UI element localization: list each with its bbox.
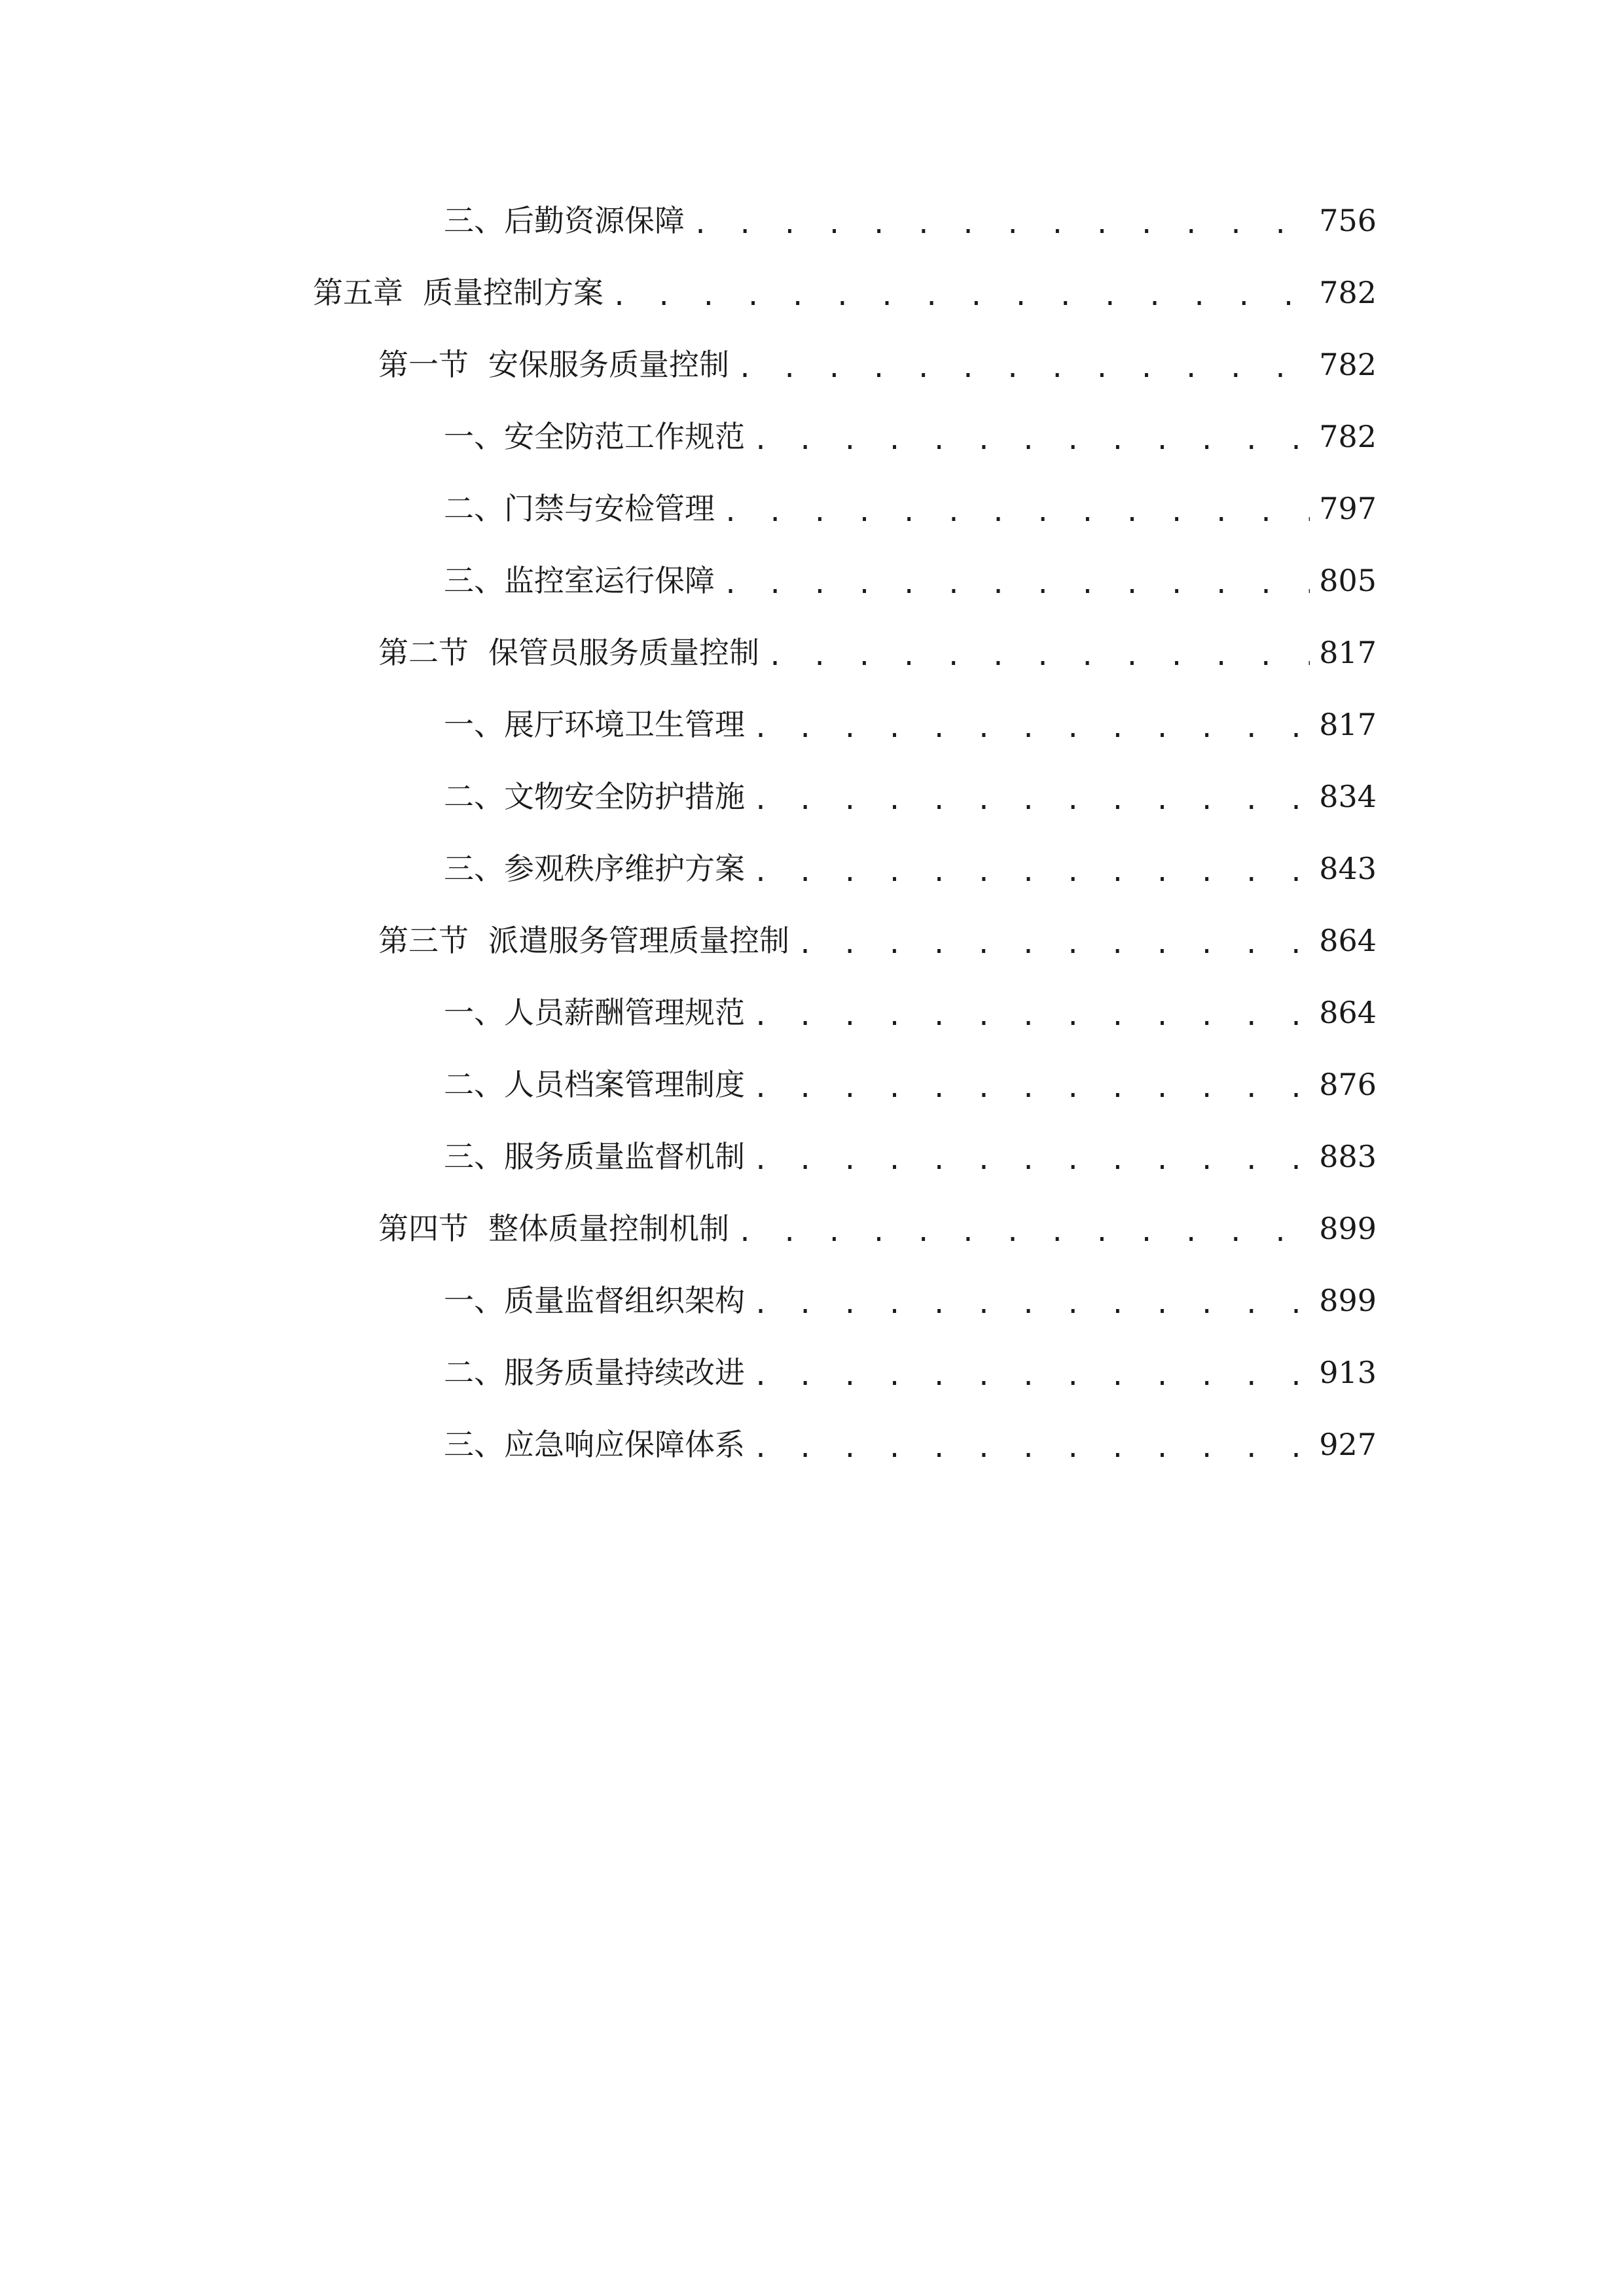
toc-entry-page: 883 [1319,1139,1377,1174]
toc-entry-title: 人员薪酬管理规范 [504,995,745,1030]
dot-leader [767,643,1310,670]
toc-entry[interactable] [0,833,1624,905]
toc-entry-title: 安保服务质量控制 [488,347,729,382]
dot-leader [753,427,1310,454]
toc-entry-number: 一、 [444,1283,504,1318]
toc-entry-number: 三、 [444,563,504,598]
dot-leader [753,1363,1310,1390]
toc-entry-number: 三、 [444,1427,504,1462]
toc-entry-page: 797 [1319,491,1377,526]
toc-entry-title: 监控室运行保障 [504,563,715,598]
toc-entry-number: 二、 [444,491,504,526]
dot-leader [753,1075,1310,1102]
toc-entry-title: 派遣服务管理质量控制 [488,923,789,958]
toc-entry[interactable] [0,1336,1624,1408]
toc-entry-page: 876 [1319,1067,1377,1102]
toc-entry-page: 782 [1319,419,1377,454]
dot-leader [753,787,1310,814]
toc-entry-title: 人员档案管理制度 [504,1067,745,1102]
dot-leader [611,283,1310,310]
toc-entry[interactable] [0,1193,1624,1265]
toc-entry[interactable] [0,689,1624,761]
toc-entry-title: 门禁与安检管理 [504,491,715,526]
toc-entry[interactable] [0,329,1624,401]
dot-leader [753,1003,1310,1030]
toc-entry-title: 保管员服务质量控制 [488,635,759,670]
dot-leader [737,1219,1310,1246]
dot-leader [753,1147,1310,1174]
toc-entry-page: 864 [1319,995,1377,1030]
toc-entry[interactable] [0,257,1624,329]
toc-entry-title: 质量监督组织架构 [504,1283,745,1318]
toc-entry-page: 843 [1319,851,1377,886]
toc-entry[interactable] [0,1408,1624,1480]
toc-entry-title: 安全防范工作规范 [504,419,745,454]
toc-entry-number: 一、 [444,707,504,742]
dot-leader [753,715,1310,742]
toc-entry-number: 第三节 [378,923,469,958]
toc-entry-number: 一、 [444,995,504,1030]
toc-entry-page: 864 [1319,923,1377,958]
toc-entry[interactable] [0,473,1624,545]
toc-entry-title: 服务质量持续改进 [504,1355,745,1390]
toc-entry-page: 927 [1319,1427,1377,1462]
dot-leader [723,571,1310,598]
toc-entry-title: 应急响应保障体系 [504,1427,745,1462]
toc-entry-number: 三、 [444,1139,504,1174]
dot-leader [753,859,1310,886]
toc-entry[interactable] [0,905,1624,977]
toc-entry-title: 后勤资源保障 [504,203,685,238]
toc-entry-page: 913 [1319,1355,1377,1390]
toc-entry-page: 805 [1319,563,1377,598]
toc-entry-page: 756 [1319,203,1377,238]
toc-entry-number: 第一节 [378,347,469,382]
toc-entry[interactable] [0,185,1624,257]
toc-entry[interactable] [0,1265,1624,1336]
toc-entry-number: 二、 [444,1355,504,1390]
toc-entry[interactable] [0,401,1624,473]
toc-entry-title: 参观秩序维护方案 [504,851,745,886]
toc-entry-number: 三、 [444,851,504,886]
toc-entry-page: 782 [1319,275,1377,310]
toc-entry-number: 第二节 [378,635,469,670]
dot-leader [693,211,1310,238]
toc-entry-number: 第五章 [313,275,403,310]
toc-entry-page: 817 [1319,635,1377,670]
dot-leader [723,499,1310,526]
toc-entry[interactable] [0,617,1624,689]
toc-entry-number: 二、 [444,779,504,814]
toc-entry[interactable] [0,1049,1624,1121]
toc-entry-page: 782 [1319,347,1377,382]
toc-entry-title: 整体质量控制机制 [488,1211,729,1246]
toc-entry-page: 834 [1319,779,1377,814]
dot-leader [753,1291,1310,1318]
toc-entry-title: 文物安全防护措施 [504,779,745,814]
toc-entry-number: 第四节 [378,1211,469,1246]
toc-entry-title: 展厅环境卫生管理 [504,707,745,742]
toc-entry[interactable] [0,545,1624,617]
dot-leader [797,931,1310,958]
dot-leader [753,1435,1310,1462]
table-of-contents [0,185,1624,1480]
toc-entry-page: 817 [1319,707,1377,742]
toc-entry-number: 二、 [444,1067,504,1102]
toc-entry-number: 一、 [444,419,504,454]
toc-entry-number: 三、 [444,203,504,238]
toc-entry[interactable] [0,977,1624,1049]
toc-entry[interactable] [0,761,1624,833]
toc-entry-title: 服务质量监督机制 [504,1139,745,1174]
toc-entry-page: 899 [1319,1211,1377,1246]
toc-entry-title: 质量控制方案 [423,275,604,310]
toc-entry[interactable] [0,1121,1624,1193]
dot-leader [737,355,1310,382]
toc-entry-page: 899 [1319,1283,1377,1318]
